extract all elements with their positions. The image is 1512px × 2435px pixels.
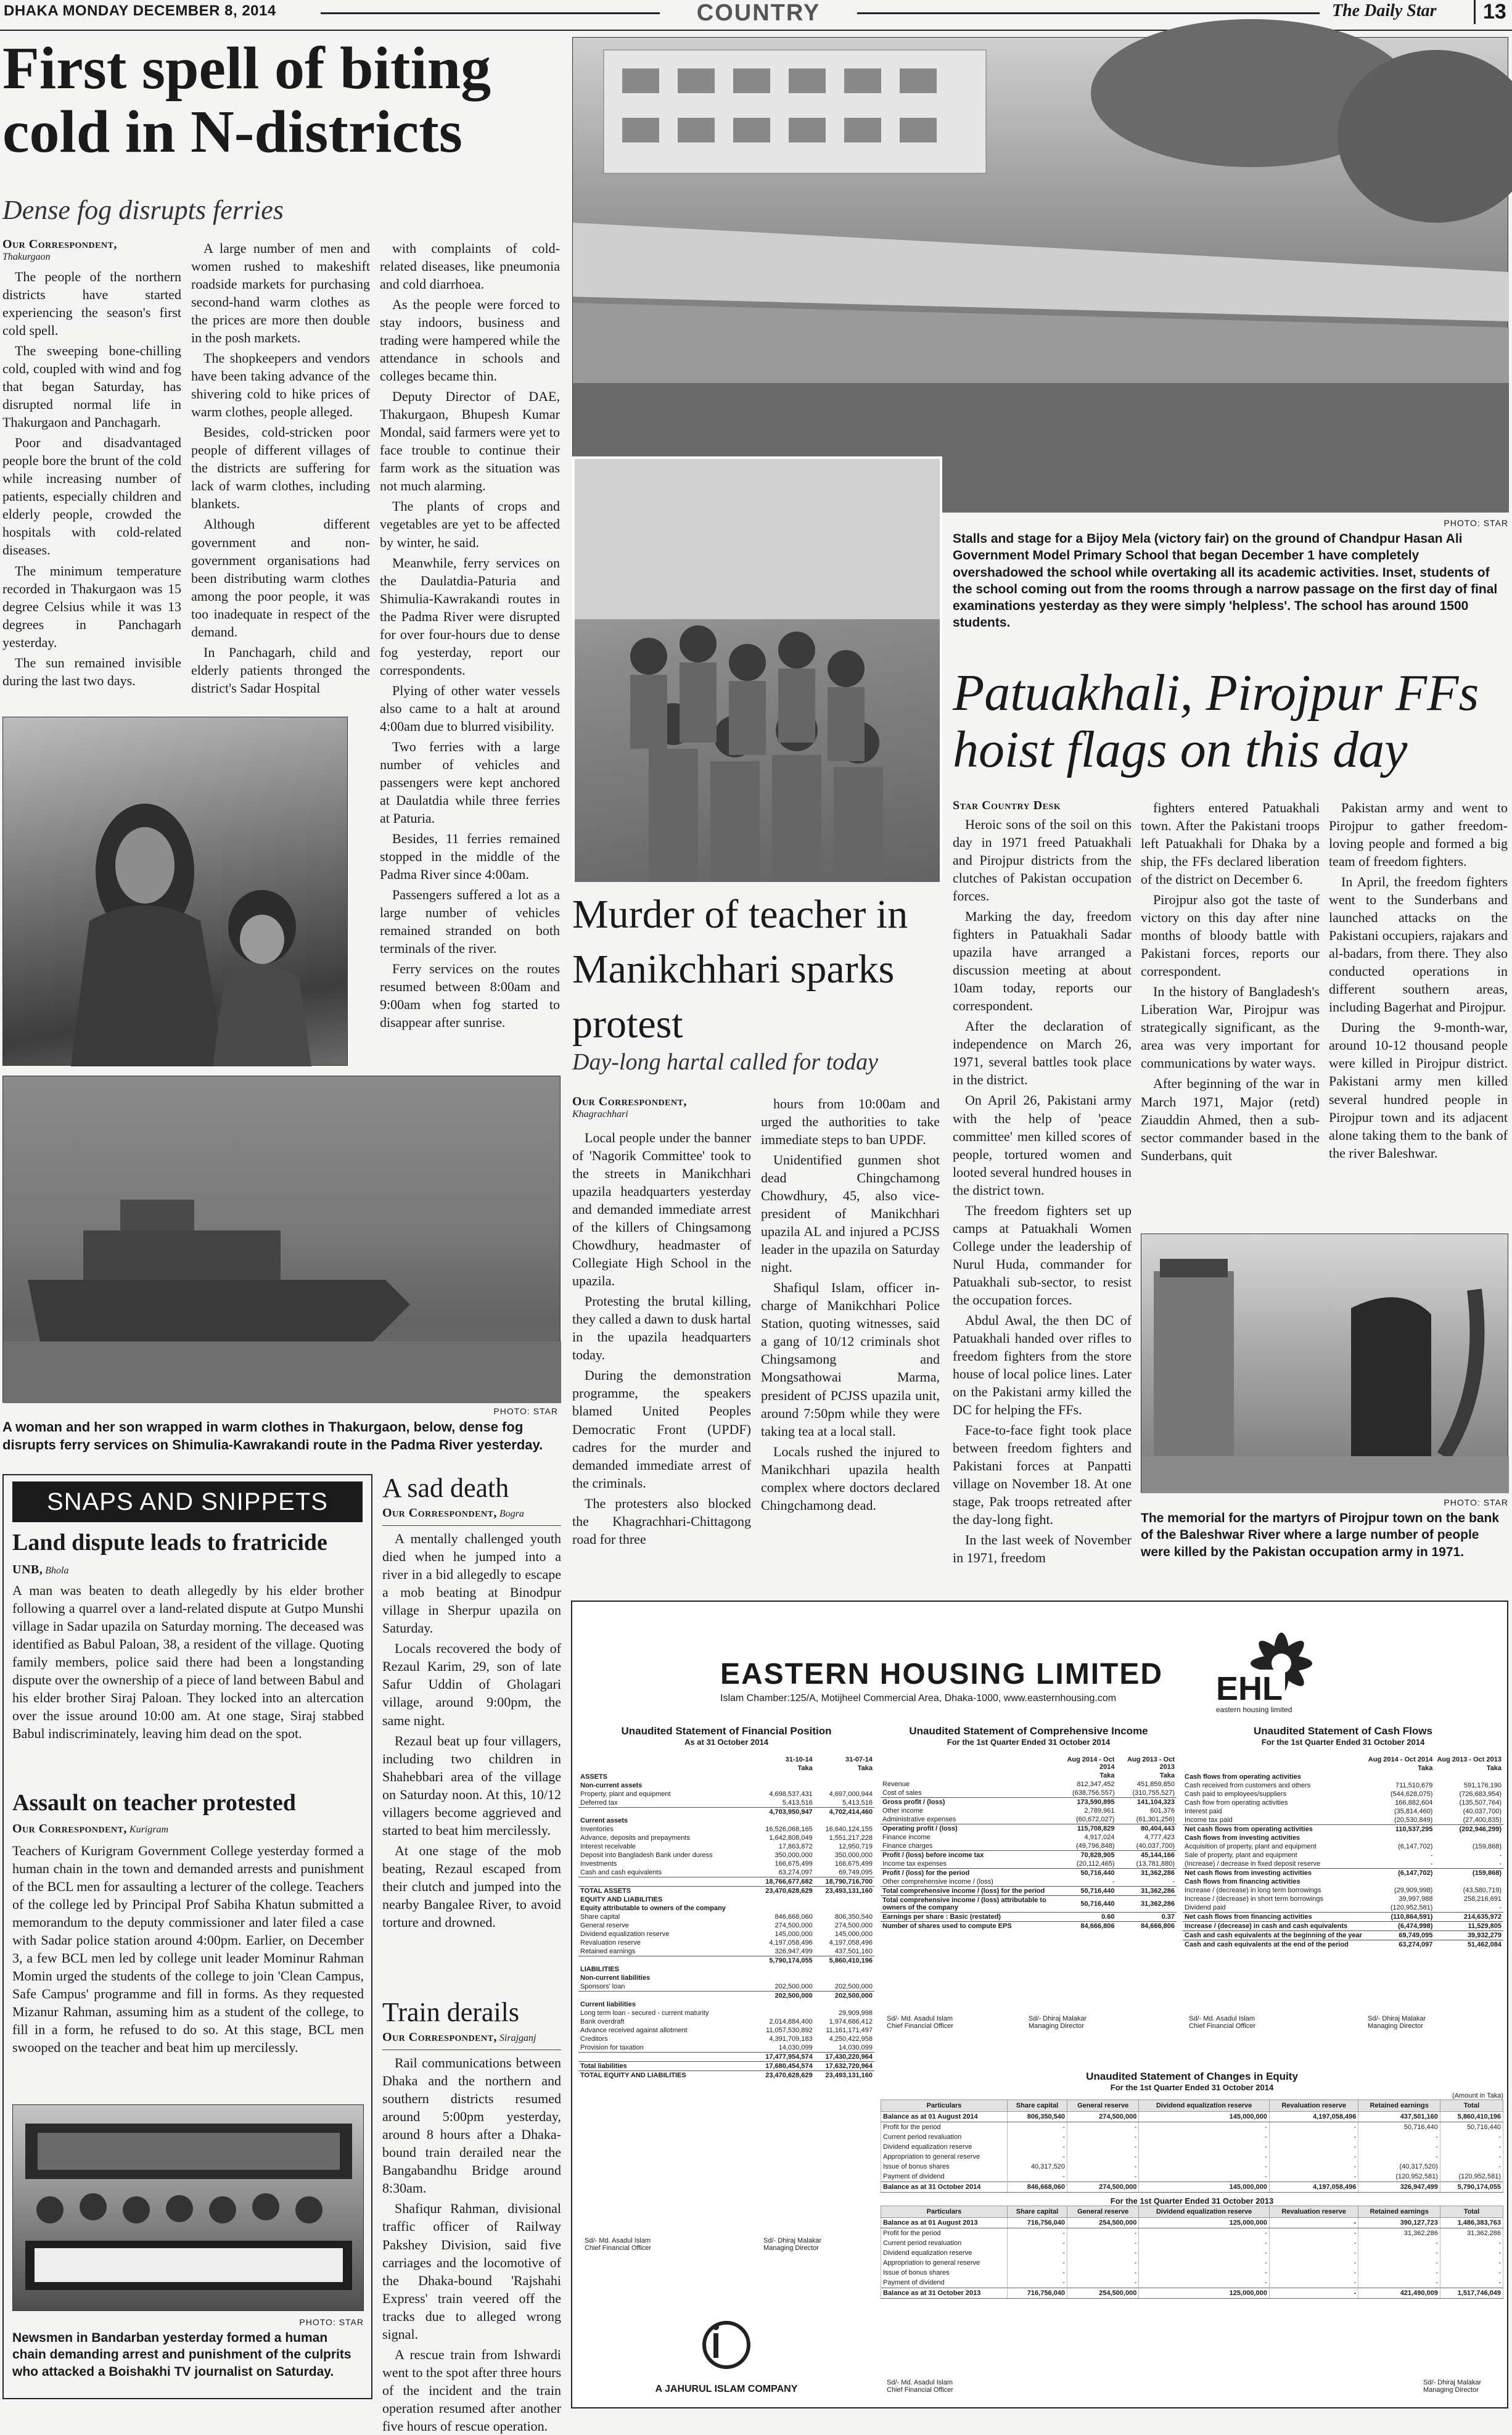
cf-row: Interest paid (35,814,460) (40,037,700) bbox=[1185, 1808, 1502, 1815]
story-sad-death bbox=[382, 1474, 561, 1992]
byline-sad-death: Our Correspondent, bbox=[382, 1506, 497, 1520]
byline-train: Our Correspondent, bbox=[382, 2030, 497, 2045]
story-cold-col2: A large number of men and women rushed to makeshift roadside markets for purchasing second-hand warm clothes as the prices are more then double in the posh markets. The shopkeepers and vendors have been taking advance of the shivering cold to hike prices of warm clothes, people alleged. Besides, cold-stricken poor people of different villages of the districts are suffering for lack of warm clothes, including blankets. Although different government and non-government organisations had been distributing warm clothes among the poor people, it was too inadequate in respect of the demand. In Panchagarh, child and elderly patients thronged the district's Sadar Hospital bbox=[191, 241, 370, 696]
cf-row: Cash flow from operating activities 166,882,604 (135,507,764) bbox=[1185, 1799, 1502, 1807]
byline-murder: Our Correspondent, bbox=[572, 1095, 687, 1108]
ehl-logo-text: EHL bbox=[1214, 1670, 1285, 1708]
ci-row: Total comprehensive income / (loss) for the period 50,716,440 31,362,286 bbox=[881, 1887, 1177, 1896]
eq-unit: (Amount in Taka) bbox=[1452, 2092, 1503, 2099]
fp-row: Share capital 846,668,060 806,350,540 bbox=[580, 1913, 873, 1921]
fp-row: 5,790,174,055 5,860,410,196 bbox=[578, 1956, 874, 1966]
photo-credit-snaps: PHOTO: STAR bbox=[299, 2317, 364, 2327]
fp-row: Equity attributable to owners of the company bbox=[580, 1905, 726, 1912]
sad-death-text: A mentally challenged youth died when he jumped into a river in a bid allegedly to escape a mob beating at Binodpur village in Sherpur upazila on Saturday. Locals recovered the body of Rezaul Karim, 29, son of late Safur Uddin of Gholagari village, around 9:00pm, the same night. Rezaul beat up four villagers, including two children in Shahebbari area of the village on Saturday noon. At this, 10/12 villagers become aggrieved and started to beat him mercilessly. At one stage of the mob beating, Rezaul escaped from their clutch and jumped into the nearby Bangalee River, to avoid torture and drowned. bbox=[382, 1525, 561, 1998]
eq-row: Payment of dividend - - - - - - bbox=[881, 2278, 1503, 2288]
snaps-item2-text: Teachers of Kurigram Government College yesterday formed a human chain in the town and demanded arrests and punishment of the BCL men for assaulting a lecturer of the college. Teachers of the college led by Principal Prof Sabiha Khatun submitted a memorandum to the deputy commissioner and later filed a case with Sadar police station around 4:00pm. Earlier, on December 3, a few BCL men led by college unit leader Mominur Rahman Momin urged the students of the college to join 'Clean Campus, Safe Campus' programme and fill in forms. As they requested Mizanur Rahman, assuming him as a student of the college, to fill in a form, he refused to do so. At this stage, BCL men swooped on the teacher and beat him up mercilessly. bbox=[12, 1843, 364, 2056]
eq-row: Current period revaluation - - - - - - bbox=[881, 2238, 1503, 2248]
photo-students-illustration bbox=[575, 459, 940, 941]
caption-school: Stalls and stage for a Bijoy Mela (victory fair) on the ground of Chandpur Hasan Ali Government Model Primary School that began December 1 have completely overshadowed the school while overtaking all its academic activities. Inset, students of the school coming out from the rooms through a narrow passage on the first day of final examinations yesterday as they were simply 'helpless'. The school has around 1500 students. bbox=[953, 532, 1498, 630]
ci-table: Aug 2014 - Oct 2014 Aug 2013 - Oct 2013 Taka Taka Revenue 812,347,452 451,859,850 Cost of sales (638,756,557) (310,755,527) Gross profit / (loss) 173,590,895 141,104,323 Other income 2,789,961 601,376 Administrative expenses (60,672,027) (61,301,256) Operating profit / (loss) 115,708,829 80,404,443 Finance income 4,917,024 4,777,423 Finance charges (49,796,848) (40,037,700) Profit / (loss) before income tax 70,828,905 45,144,166 Income tax expenses (20,112,465) (13,781,880) Profit / (loss) for the period 50,716,440 31,362,286 Other comprehensive income / (loss) - - Total comprehensive income / (loss) for the period 50,716,440 31,362,286 Total comprehensive income / (loss) attributable to owners of the company 50,716,440 31,362,286 Earnings per share : Basic (restated) 0.60 0.37 Number of shares used to compute EPS 84,666,806 84,666,806 bbox=[881, 1755, 1177, 1930]
eq-row: Balance as at 31 October 2014 846,668,060 274,500,000 145,000,000 4,197,058,496 326,947,499 5,790,174,055 bbox=[881, 2182, 1503, 2193]
ad-company-name: EASTERN HOUSING LIMITED bbox=[720, 1658, 1164, 1691]
comprehensive-income bbox=[881, 1725, 1177, 2030]
cf-row: Dividend paid (120,952,581) - bbox=[1185, 1904, 1502, 1911]
fp-row: Inventories 16,526,068,165 16,640,124,155 bbox=[580, 1826, 873, 1833]
kicker-cold: Dense fog disrupts ferries bbox=[2, 195, 284, 225]
fp-row: 4,703,950,947 4,702,414,460 bbox=[578, 1808, 874, 1817]
cf-row: Increase / (decrease) in long term borrowings (29,909,998) (43,580,719) bbox=[1185, 1887, 1502, 1894]
caption-snaps: Newsmen in Bandarban yesterday formed a human chain demanding arrest and punishment of the culprits who attacked a Boishakhi TV journalist on Saturday. bbox=[12, 2331, 351, 2379]
eq-row: Payment of dividend - - - - (120,952,581) (120,952,581) bbox=[881, 2172, 1503, 2182]
photo-credit-memorial: PHOTO: STAR bbox=[1444, 1498, 1508, 1507]
cf-row: Increase / (decrease) in cash and cash equivalents (6,474,998) 11,529,805 bbox=[1183, 1922, 1503, 1931]
cf-row: Sale of property, plant and equipment - - bbox=[1185, 1852, 1502, 1859]
snaps-item1-place: Bhola bbox=[45, 1565, 69, 1576]
fp-title: Unaudited Statement of Financial Position bbox=[621, 1725, 832, 1737]
eq-row: Profit for the period - - - - 31,362,286 31,362,286 bbox=[881, 2228, 1503, 2239]
ci-row: Total comprehensive income / (loss) attributable to owners of the company 50,716,440 31,362,286 bbox=[881, 1896, 1177, 1913]
fp-row: Advance, deposits and prepayments 1,642,808,049 1,551,217,228 bbox=[580, 1834, 873, 1842]
cf-row: (Increase) / decrease in fixed deposit reserve - - bbox=[1185, 1860, 1502, 1868]
photo-credit-cold: PHOTO: STAR bbox=[493, 1406, 558, 1416]
eq-row: Issue of bonus shares 40,317,520 - - - (40,317,520) - bbox=[881, 2162, 1503, 2172]
photo-woman-son bbox=[2, 717, 348, 1066]
fp-row: Total liabilities 17,680,454,574 17,632,720,964 bbox=[578, 2062, 874, 2071]
ehl-logo-tag: eastern housing limited bbox=[1216, 1705, 1292, 1714]
eq-row: Profit for the period - - - - 50,716,440 50,716,440 bbox=[881, 2122, 1503, 2133]
cf-row: Income tax paid (20,530,849) (27,400,835) bbox=[1185, 1816, 1502, 1824]
masthead-section: COUNTRY bbox=[696, 0, 821, 26]
fp-row: 202,500,000 202,500,000 bbox=[578, 1992, 874, 2001]
headline-cold: First spell of biting cold in N-districts bbox=[2, 35, 491, 165]
fp-row: Provision for taxation 14,030,099 14,030,099 bbox=[580, 2044, 873, 2051]
eq-row: Issue of bonus shares - - - - - - bbox=[881, 2268, 1503, 2278]
cf-row: Cash flows from financing activities bbox=[1185, 1878, 1300, 1885]
photo-school-illustration bbox=[573, 38, 1509, 513]
headline-murder: Murder of teacher in Manikchhari sparks protest bbox=[572, 882, 942, 1052]
dateline-murder: Khagrachhari bbox=[572, 1109, 628, 1119]
caption-cold: A woman and her son wrapped in warm clothes in Thakurgaon, below, dense fog disrupts ferry services on Shimulia-Kawrakandi route in the Padma River yesterday. bbox=[2, 1419, 543, 1452]
fp-row: Bank overdraft 2,014,884,400 1,974,686,412 bbox=[580, 2018, 873, 2025]
cf-row: Cash flows from operating activities bbox=[1185, 1773, 1301, 1781]
fp-row: Non-current liabilities bbox=[580, 1974, 651, 1982]
ci-row: Other income 2,789,961 601,376 bbox=[882, 1807, 1175, 1815]
snaps-item1-byline: UNB, bbox=[12, 1563, 43, 1576]
snaps-box bbox=[2, 1474, 372, 2399]
headline-train: Train derails bbox=[382, 1997, 520, 2027]
fin-position bbox=[578, 1725, 874, 2252]
fp-row: 18,766,677,682 18,790,716,700 bbox=[578, 1877, 874, 1887]
cf-table: Aug 2014 - Oct 2014 Aug 2013 - Oct 2013 Taka Taka Cash flows from operating activities Cash received from customers and others 711,510,679 591,176,190 Cash paid to employees/suppliers (544,628,075) (726,683,954) Cash flow from operating activities 166,882,604 (135,507,764) Interest paid (35,814,460) (40,037,700) Income tax paid (20,530,849) (27,400,835) Net cash flows from operating activities 110,537,295 (202,946,299) Cash flows from investing activities Acquisition of property, plant and equipment (6,147,702) (159,868) Sale of property, plant and equipment - - (Increase) / decrease in fixed deposit reserve - - Net cash flows from investing activities (6,147,702) (159,868) Cash flows from financing activities Increase / (decrease) in long term borrowings (29,909,998) (43,580,719) Increase / (decrease) in short term borrowings 39,997,988 258,216,691 Dividend paid (120,952,581) - Net cash flows from financing activities (110,864,591) 214,635,972 Increase / (decrease) in cash and cash equivalents (6,474,998) 11,529,805 Cash and cash equivalents at the beginning of the year 69,749,095 39,932,279 Cash and cash equivalents at the end of the period 63,274,097 51,462,084 bbox=[1183, 1755, 1503, 1949]
fp-row: Dividend equalization reserve 145,000,000 145,000,000 bbox=[580, 1930, 873, 1938]
photo-fog-ferry bbox=[2, 1076, 561, 1403]
ci-row: Finance income 4,917,024 4,777,423 bbox=[882, 1834, 1175, 1841]
fp-row: Property, plant and equipment 4,698,537,431 4,697,000,944 bbox=[580, 1790, 873, 1798]
fp-row: Creditors 4,391,709,183 4,250,422,958 bbox=[580, 2035, 873, 2043]
story-train bbox=[382, 1997, 561, 2434]
ci-row: Profit / (loss) before income tax 70,828,905 45,144,166 bbox=[881, 1851, 1177, 1860]
cf-row: Increase / (decrease) in short term borrowings 39,997,988 258,216,691 bbox=[1185, 1895, 1502, 1903]
ad-footer-company: A JAHURUL ISLAM COMPANY bbox=[655, 2384, 798, 2394]
cf-row: Net cash flows from investing activities (6,147,702) (159,868) bbox=[1183, 1869, 1503, 1878]
fp-table: 31-10-14 31-07-14 Taka Taka ASSETS Non-current assets Property, plant and equipment 4,698,537,431 4,697,000,944 Deferred tax 5,413,516 5,413,516 4,703,950,947 4,702,414,460 Current assets Inventories 16,526,068,165 16,640,124,155 Advance, deposits and prepayments 1,642,808,049 1,551,217,228 Interest receivable 17,863,872 12,950,719 Deposit into Bangladesh Bank under duress 350,000,000 350,000,000 Investments 166,675,499 166,675,499 Cash and cash equivalents 63,274,097 69,749,095 18,766,677,682 18,790,716,700 TOTAL ASSETS 23,470,628,629 23,493,131,160 EQUITY AND LIABILITIES Equity attributable to owners of the company Share capital 846,668,060 806,350,540 General reserve 274,500,000 274,500,000 Dividend equalization reserve 145,000,000 145,000,000 Revaluation reserve 4,197,058,496 4,197,058,496 Retained earnings 326,947,499 437,501,160 5,790,174,055 5,860,410,196 LIABILITIES Non-current liabilities Sponsors' loan 202,500,000 202,500,000 202,500,000 202,500,000 Current liabilities Long term loan - secured - current maturity 29,909,998 Bank overdraft 2,014,884,400 1,974,686,412 Advance received against allotment 11,057,530,892 11,161,171,497 Creditors 4,391,709,183 4,250,422,958 Provision for taxation 14,030,099 14,030,099 17,477,954,574 17,430,220,964 Total liabilities 17,680,454,574 17,632,720,964 TOTAL EQUITY AND LIABILITIES 23,470,628,629 23,493,131,160 bbox=[578, 1755, 874, 2080]
photo-memorial bbox=[1141, 1234, 1508, 1493]
ci-row: Gross profit / (loss) 173,590,895 141,104,323 bbox=[881, 1798, 1177, 1807]
photo-credit-school: PHOTO: STAR bbox=[1444, 518, 1508, 528]
place-train: Sirajganj bbox=[499, 2033, 536, 2044]
photo-woman-son-illustration bbox=[3, 717, 348, 1066]
fp-row: Deferred tax 5,413,516 5,413,516 bbox=[580, 1799, 873, 1807]
ehl-logo bbox=[1214, 1626, 1337, 1713]
train-text: Rail communications between Dhaka and the northern and southern districts resumed around 5:00pm yesterday, around 8 hours after a Dhaka-bound train derailed near the Bangabandhu Bridge around 8:30am. Shafiqur Rahman, divisional traffic officer of Railway Pakshey Division, said five carriages and the locomotive of the Dhaka-bound 'Rajshahi Express' train veered off the tracks due to alleged wrong signal. A rescue train from Ishwardi went to the spot after three hours of the incident and the train operation resumed after another five hours of rescue operation. bbox=[382, 2050, 561, 2399]
ci-title: Unaudited Statement of Comprehensive Income bbox=[909, 1725, 1148, 1737]
byline-cold: Our Correspondent, bbox=[2, 237, 117, 251]
cf-row: Cash received from customers and others 711,510,679 591,176,190 bbox=[1185, 1782, 1502, 1789]
cf-title: Unaudited Statement of Cash Flows bbox=[1254, 1725, 1432, 1737]
snaps-item2-headline: Assault on teacher protested bbox=[12, 1790, 296, 1816]
fp-row: TOTAL ASSETS 23,470,628,629 23,493,131,160 bbox=[578, 1887, 874, 1896]
ad-address: Islam Chamber:125/A, Motijheel Commercial Area, Dhaka-1000, www.easternhousing.com bbox=[720, 1693, 1117, 1704]
byline-flags: Star Country Desk bbox=[953, 799, 1061, 812]
cf-row: Net cash flows from operating activities 110,537,295 (202,946,299) bbox=[1183, 1825, 1503, 1834]
dateline-cold: Thakurgaon bbox=[2, 252, 51, 262]
ci-row: Operating profit / (loss) 115,708,829 80,404,443 bbox=[881, 1824, 1177, 1834]
photo-human-chain bbox=[12, 2104, 364, 2311]
jahurul-logo-icon bbox=[699, 2317, 754, 2373]
eq-row: Appropriation to general reserve - - - - - - bbox=[881, 2152, 1503, 2162]
story-murder-col1: Local people under the banner of 'Nagorik Committee' took to the streets in Manikchhari upazila headquarters yesterday and demanded immediate arrest of the killers of Chingsamong Chowdhury, headmaster of Collegiate High School in the upazila. Protesting the brutal killing, they called a dawn to dusk hartal in the upazila headquarters today. During the demonstration programme, the speakers blamed United Peoples Democratic Front (UPDF) cadres for the murder and demanded immediate arrest of the criminals. The protesters also blocked the Khagrachhari-Chittagong road for three bbox=[572, 1130, 751, 1547]
cf-row: Net cash flows from financing activities (110,864,591) 214,635,972 bbox=[1183, 1913, 1503, 1922]
photo-school-fair bbox=[572, 37, 1508, 512]
ci-row: Number of shares used to compute EPS 84,666,806 84,666,806 bbox=[881, 1922, 1177, 1931]
eq-row: Dividend equalization reserve - - - - - - bbox=[881, 2142, 1503, 2152]
photo-human-chain-illustration bbox=[13, 2105, 364, 2312]
ci-row: Income tax expenses (20,112,465) (13,781,880) bbox=[882, 1860, 1175, 1868]
fp-row: Revaluation reserve 4,197,058,496 4,197,058,496 bbox=[580, 1939, 873, 1947]
fp-row: Cash and cash equivalents 63,274,097 69,749,095 bbox=[580, 1869, 873, 1876]
ci-row: Profit / (loss) for the period 50,716,440 31,362,286 bbox=[881, 1869, 1177, 1878]
eq-signature-2: Sd/- Dhiraj Malakar Managing Director bbox=[1423, 2379, 1482, 2394]
ad-eastern-housing bbox=[571, 1601, 1508, 2408]
cash-flows bbox=[1183, 1725, 1503, 2030]
ci-signature-2: Sd/- Dhiraj Malakar Managing Director bbox=[1029, 2015, 1087, 2030]
photo-school-inset bbox=[572, 456, 942, 944]
masthead-dateline: DHAKA MONDAY DECEMBER 8, 2014 bbox=[4, 2, 276, 19]
cf-row: Cash paid to employees/suppliers (544,628,075) (726,683,954) bbox=[1185, 1790, 1502, 1798]
eq-row: Balance as at 01 August 2014 806,350,540 274,500,000 145,000,000 4,197,058,496 437,501,160 5,860,410,196 bbox=[881, 2112, 1503, 2122]
snaps-item1-headline: Land dispute leads to fratricide bbox=[12, 1530, 327, 1555]
ci-row: Cost of sales (638,756,557) (310,755,527) bbox=[882, 1789, 1175, 1797]
eq-row: Current period revaluation - - - - - - bbox=[881, 2132, 1503, 2142]
cf-signature-2: Sd/- Dhiraj Malakar Managing Director bbox=[1368, 2015, 1426, 2030]
fp-row: TOTAL EQUITY AND LIABILITIES 23,470,628,629 23,493,131,160 bbox=[578, 2071, 874, 2080]
fp-row: Deposit into Bangladesh Bank under duress 350,000,000 350,000,000 bbox=[580, 1852, 873, 1859]
eq-sub: For the 1st Quarter Ended 31 October 2014 bbox=[1110, 2083, 1274, 2092]
snaps-item1-text: A man was beaten to death allegedly by his elder brother following a quarrel over a land-related dispute at Gutpo Munshi village in Sadar upazila on Saturday morning. The deceased was identified as Babul Paloan, 38, a resident of the village. Quoting family members, police said there had been a longstanding dispute over the ownership of a piece of land between Babul and his elder brother Siraj Paloan. They locked into an altercation over the issue around 10:00 am. At one stage, Siraj stabbed Babul indiscriminately, leaving him dead on the spot. bbox=[12, 1583, 364, 1742]
fp-row: Sponsors' loan 202,500,000 202,500,000 bbox=[580, 1983, 873, 1990]
photo-ferry-illustration bbox=[3, 1076, 561, 1403]
ci-row: Earnings per share : Basic (restated) 0.60 0.37 bbox=[881, 1913, 1177, 1922]
fp-row: ASSETS bbox=[580, 1773, 608, 1781]
fp-row: Non-current assets bbox=[580, 1782, 643, 1789]
eq-table-2013: Particulars Share capital General reserve Dividend equalization reserve Revaluation reserve Retained earnings Total Balance as at 01 August 2013 716,756,040 254,500,000 125,000,000 - 390,127,723 1,486,383,763 Profit for the period - - - - 31,362,286 31,362,286 Current period revaluation - - - - - - Dividend equalization reserve - - - - - - Appropriation to general reserve - - - - - - Issue of bonus shares - - - - - - Payment of dividend - - - - - - Balance as at 31 October 2013 716,756,040 254,500,000 125,000,000 - 421,490,009 1,517,746,049 bbox=[881, 2206, 1503, 2299]
fp-row: General reserve 274,500,000 274,500,000 bbox=[580, 1922, 873, 1929]
eq-signature-1: Sd/- Md. Asadul Islam Chief Financial Officer bbox=[887, 2379, 954, 2394]
story-flags-col2: fighters entered Patuakhali town. After the Pakistani troops left Patuakhali for Dhaka by a ship, the FFs declared liberation of the district on December 6. Pirojpur also got the taste of victory on this day after nine months of bloody battle with Pakistani forces, reports our correspondent. In the history of Bangladesh's Liberation War, Pirojpur was strategically significant, as the area was very important for communications by water ways. After beginning of the war in March 1971, Major (retd) Ziauddin Ahmed, then a sub-sector commander based in the Sunderbans, quit bbox=[1141, 800, 1320, 1163]
ci-row: Finance charges (49,796,848) (40,037,700) bbox=[882, 1842, 1175, 1850]
fp-signature-2: Sd/- Dhiraj Malakar Managing Director bbox=[763, 2237, 822, 2252]
ci-row: Other comprehensive income / (loss) - - bbox=[882, 1878, 1175, 1885]
eq-sub-2013: For the 1st Quarter Ended 31 October 2013 bbox=[1110, 2196, 1274, 2206]
headline-sad-death: A sad death bbox=[382, 1473, 509, 1503]
fp-row: Retained earnings 326,947,499 437,501,160 bbox=[580, 1948, 873, 1955]
fp-signature-1: Sd/- Md. Asadul Islam Chief Financial Officer bbox=[585, 2237, 652, 2252]
snaps-item2-byline: Our Correspondent, bbox=[12, 1822, 127, 1836]
masthead-page-number: 13 bbox=[1474, 0, 1506, 24]
cf-row: Acquisition of property, plant and equipment (6,147,702) (159,868) bbox=[1185, 1843, 1502, 1850]
story-murder-col2: hours from 10:00am and urged the authorities to take immediate steps to ban UPDF. Unidentified gunmen shot dead Chingchamong Chowdhury, 45, also vice-president of Manikchhari upazila AL and injured a PCJSS leader in the upazila on Saturday night. Shafiqul Islam, officer in-charge of Manikchhari Police Station, quoting witnesses, said a gang of 10/12 criminals shot Chingsamong and Mongsathowai Marma, president of PCJSS upazila unit, around 7:50pm while they were taking tea at a local stall. Locals rushed the injured to Manikchhari upazila health complex where doctors declared Chingchamong dead. bbox=[761, 1096, 940, 1513]
changes-equity bbox=[881, 2070, 1503, 2394]
cf-row: Cash and cash equivalents at the end of the period 63,274,097 51,462,084 bbox=[1183, 1940, 1503, 1950]
masthead-paper: The Daily Star bbox=[1332, 1, 1437, 20]
caption-memorial: The memorial for the martyrs of Pirojpur town on the bank of the Baleshwar River where a large number of people were killed by the Pakistan occupation army in 1971. bbox=[1141, 1511, 1500, 1559]
place-sad-death: Bogra bbox=[499, 1509, 524, 1520]
eq-row: Appropriation to general reserve - - - - - - bbox=[881, 2258, 1503, 2268]
snaps-item2-place: Kurigram bbox=[129, 1824, 169, 1835]
eq-table-2014: Particulars Share capital General reserve Dividend equalization reserve Revaluation reserve Retained earnings Total Balance as at 01 August 2014 806,350,540 274,500,000 145,000,000 4,197,058,496 437,501,160 5,860,410,196 Profit for the period - - - - 50,716,440 50,716,440 Current period revaluation - - - - - - Dividend equalization reserve - - - - - - Appropriation to general reserve - - - - - - Issue of bonus shares 40,317,520 - - - (40,317,520) - Payment of dividend - - - - (120,952,581) (120,952,581) Balance as at 31 October 2014 846,668,060 274,500,000 145,000,000 4,197,058,496 326,947,499 5,790,174,055 bbox=[881, 2099, 1503, 2193]
fp-row: Advance received against allotment 11,057,530,892 11,161,171,497 bbox=[580, 2027, 873, 2034]
eq-row: Balance as at 01 August 2013 716,756,040 254,500,000 125,000,000 - 390,127,723 1,486,383,763 bbox=[881, 2218, 1503, 2228]
story-cold-col1: The people of the northern districts have started experiencing the season's first cold spell. The sweeping bone-chilling cold, coupled with wind and fog that began Saturday, has disrupted normal life in Thakurgaon and Panchagarh. Poor and disadvantaged people bore the brunt of the cold while increasing number of patients, especially children and elderly people, crowded the hospitals with cold-related diseases. The minimum temperature recorded in Thakurgaon was 15 degree Celsius while it was 13 degrees in Panchagarh yesterday. The sun remained invisible during the last two days. bbox=[2, 269, 181, 688]
ci-row: Administrative expenses (60,672,027) (61,301,256) bbox=[882, 1816, 1175, 1823]
snaps-banner: SNAPS AND SNIPPETS bbox=[12, 1481, 363, 1522]
fp-row: 17,477,954,574 17,430,220,964 bbox=[578, 2053, 874, 2062]
cf-row: Cash flows from investing activities bbox=[1185, 1834, 1300, 1842]
cf-signature-1: Sd/- Md. Asadul Islam Chief Financial Officer bbox=[1189, 2015, 1256, 2030]
fp-row: Interest receivable 17,863,872 12,950,719 bbox=[580, 1843, 873, 1850]
ci-signature-1: Sd/- Md. Asadul Islam Chief Financial Officer bbox=[887, 2015, 954, 2030]
eq-row: Balance as at 31 October 2013 716,756,040 254,500,000 125,000,000 - 421,490,009 1,517,746,049 bbox=[881, 2288, 1503, 2299]
fp-row: Current assets bbox=[580, 1817, 628, 1824]
cf-sub: For the 1st Quarter Ended 31 October 2014 bbox=[1261, 1737, 1425, 1747]
fp-row: Long term loan - secured - current maturity 29,909,998 bbox=[580, 2009, 873, 2017]
fp-row: Current liabilities bbox=[580, 2001, 636, 2008]
ci-row: Revenue 812,347,452 451,859,850 bbox=[882, 1781, 1175, 1788]
eq-title: Unaudited Statement of Changes in Equity bbox=[1086, 2070, 1298, 2082]
story-flags-col1: Heroic sons of the soil on this day in 1971 freed Patuakhali and Pirojpur districts from the clutches of Pakistan occupation forces. Marking the day, freedom fighters in Patuakhali Sadar upazila have arranged a discussion meeting at about 10am today, reports our correspondent. After the declaration of independence on March 26, 1971, several battles took place in the district. On April 26, Pakistani army with the help of 'peace committee' men killed scores of people, tortured women and looted several hundred houses in the district town. The freedom fighters set up camps at Patuakhali Women College under the leadership of Nurul Huda, commander for Patuakhali sub-sector, to resist the occupation forces. Abdul Awal, the then DC of Patuakhali handed over rifles to freedom fighters from the store house of local police lines. Later on the Pakistani army killed the DC for helping the FFs. Face-to-face fight took place between freedom fighters and Pakistani forces at Panpatti village on November 18. At one stage, Pak troops retreated after the day-long fight. In the last week of November in 1971, freedom bbox=[953, 817, 1132, 1566]
story-flags-col3: Pakistan army and went to Pirojpur to gather freedom-loving people and formed a big team of freedom fighters. In April, the freedom fighters went to the Sunderbans and launched attacks on the Pakistani occupiers, rajakars and al-badars, from there. They also conducted operations in different southern areas, including Bagerhat and Pirojpur. During the 9-month-war, around 10-12 thousand people were killed in Pirojpur district. Pakistani army men killed several hundred people in Pirojpur town and its adjacent alone taking them to the bank of the river Baleshwar. bbox=[1329, 800, 1508, 1161]
headline-flags: Patuakhali, Pirojpur FFs hoist flags on this day bbox=[953, 664, 1479, 779]
ci-sub: For the 1st Quarter Ended 31 October 2014 bbox=[947, 1737, 1111, 1747]
fp-row: EQUITY AND LIABILITIES bbox=[580, 1896, 663, 1903]
story-cold-col3: with complaints of cold-related diseases, like pneumonia and cold diarrhoea. As the people were forced to stay indoors, business and trading were hampered while the attendance in schools and colleges became thin. Deputy Director of DAE, Thakurgaon, Bhupesh Kumar Mondal, said farmers were yet to face trouble to continue their farm work as the situation was not much alarming. The plants of crops and vegetables are yet to be affected by winter, he said. Meanwhile, ferry services on the Daulatdia-Paturia and Shimulia-Kawrakandi routes in the Padma River were disrupted for over four-hours due to dense fog yesterday, report our correspondents. Plying of other water vessels also came to a halt at around 4:00am due to blurred visibility. Two ferries with a large number of vehicles and passengers were kept anchored at Daulatdia while three ferries at Paturia. Besides, 11 ferries remained stopped in the middle of the Padma River since 4:00am. Passengers suffered a lot as a large number of vehicles remained stranded on both terminals of the river. Ferry services on the routes resumed between 8:00am and 9:00am when fog started to disappear after sunrise. bbox=[380, 241, 560, 1031]
eq-row: Dividend equalization reserve - - - - - - bbox=[881, 2248, 1503, 2258]
fp-sub: As at 31 October 2014 bbox=[684, 1737, 768, 1747]
fp-row: Investments 166,675,499 166,675,499 bbox=[580, 1860, 873, 1868]
photo-memorial-illustration bbox=[1141, 1234, 1509, 1493]
cf-row: Cash and cash equivalents at the beginning of the year 69,749,095 39,932,279 bbox=[1183, 1931, 1503, 1940]
fp-row: LIABILITIES bbox=[580, 1966, 619, 1973]
kicker-murder: Day-long hartal called for today bbox=[572, 1049, 879, 1075]
